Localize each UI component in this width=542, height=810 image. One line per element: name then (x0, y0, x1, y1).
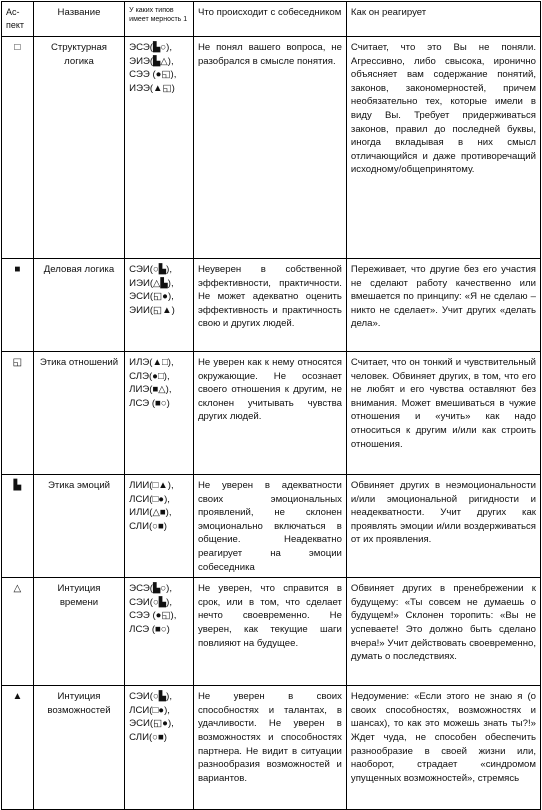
reaction: Недоумение: «Если этого не знаю я (о своих способностях, возможностях и шансах), то как это можешь знать ты?!» Ждет чуда, не способен обеспечить разнообразие в своей жизни или, наоборот, страдает «синдромом упущенных возможностей», стремясь (346, 686, 540, 810)
what-happens: Не уверен, что справится в срок, или в том, что сделает нечто своевременно. Не уверен, как текущие шаги повлияют на будущее. (193, 578, 346, 686)
type-entry: СЭЭ (●◱), (129, 610, 177, 622)
aspect-name: Структурная логика (33, 37, 124, 259)
aspect-name: Интуиция возможностей (33, 686, 124, 810)
type-entry: СЛЭ(●□), (129, 370, 170, 382)
type-entry: ЛИИ(□▲), (129, 480, 174, 491)
type-entry: ИЭИ(△▙), (129, 277, 174, 289)
type-entry: СЛИ(○■) (129, 731, 167, 743)
aspect-symbol-icon: △ (2, 578, 34, 686)
aspect-symbol-icon: ◱ (2, 352, 34, 475)
reaction: Переживает, что другие без его участия не сделают работу качественно или вмешается по принципу: «Я не сделаю – никто не сделает». Учит других «делать дела». (346, 259, 540, 352)
types-cell (125, 686, 194, 810)
aspect-name: Деловая логика (33, 259, 124, 352)
aspect-name: Этика отношений (33, 352, 124, 475)
type-entry: СЭИ(○▙), (129, 691, 173, 703)
type-entry: ЭСИ(◱●), (129, 291, 174, 303)
type-entry: ИЛИ(△■), (129, 507, 172, 519)
what-happens: Не уверен в адекватности своих эмоциональных проявлений, не склонен эмоционально включаться в общение. Неадекватно реагирует на эмоции собеседника (193, 475, 346, 578)
reaction: Считает, что он тонкий и чувствительный человек. Обвиняет других, в том, что его не любят и его чувства оставляют без внимания. Может вмешиваться в чужие отношения и «учить» как надо относиться к другим и/или как строить отношения. (346, 352, 540, 475)
types-cell (125, 578, 194, 686)
type-entry: ЛСИ(□●), (129, 704, 170, 716)
aspect-name: Этика эмоций (33, 475, 124, 578)
table-row (2, 578, 541, 686)
what-happens: Неуверен в собственной эффективности, практичности. Не может адекватно оценить эффективность и практичность свою и других людей. (193, 259, 346, 352)
header-aspect: Ас-пект (2, 2, 34, 37)
types-cell (125, 475, 194, 578)
header-reaction: Как он реагирует (346, 2, 540, 37)
type-entry: ЭИЭ(▙△), (129, 55, 174, 67)
table-row (2, 475, 541, 578)
table-row (2, 259, 541, 352)
types-cell (125, 352, 194, 475)
table-row (2, 352, 541, 475)
type-entry: СЭИ(○▙), (129, 264, 173, 275)
aspect-name: Интуиция времени (33, 578, 124, 686)
type-entry: СЭЭ (●◱), (129, 69, 177, 81)
type-entry: ЛИЭ(■△), (129, 384, 172, 396)
aspect-symbol-icon: □ (2, 37, 34, 259)
header-types: У каких типов имеет мерность 1 (125, 2, 194, 37)
what-happens: Не понял вашего вопроса, не разобрался в смысле понятия. (193, 37, 346, 259)
type-entry: СЛИ(○■) (129, 520, 167, 532)
type-entry: ЭСЭ(▙○), (129, 42, 173, 53)
types-cell (125, 37, 194, 259)
header-name: Название (33, 2, 124, 37)
table-row (2, 686, 541, 810)
table-row (2, 37, 541, 259)
type-entry: ИЛЭ(▲□), (129, 357, 174, 368)
reaction: Обвиняет других в пренебрежении к будущему: «Ты совсем не думаешь о будущем!» Склонен торопить: «Вы не успеваете! Это должно быть сделано вчера!» Учит действовать своевременно, думать о последствиях. (346, 578, 540, 686)
type-entry: ЛСИ(□●), (129, 493, 170, 505)
types-cell (125, 259, 194, 352)
socionics-aspects-table (1, 1, 541, 810)
type-entry: ИЭЭ(▲◱) (129, 82, 175, 94)
type-entry: СЭИ(○▙), (129, 596, 173, 608)
what-happens: Не уверен как к нему относятся окружающие. Не осознает своего отношения к другим, не склонен учитывать чувства других людей. (193, 352, 346, 475)
aspect-symbol-icon: ▲ (2, 686, 34, 810)
type-entry: ЭСИ(◱●), (129, 718, 174, 730)
reaction: Обвиняет других в неэмоциональности и/или эмоциональной ригидности и неадекватности. Учит других как проявлять эмоции и/или воздерживаться от их проявления. (346, 475, 540, 578)
type-entry: ЛСЭ (■○) (129, 397, 170, 409)
reaction: Считает, что это Вы не поняли. Агрессивно, либо свысока, иронично объясняет вам содержание понятий, законов, закономерностей, причем необязательно тех, которые имели в виду Вы. Требует придерживаться законов, правил до последней буквы, иногда вкладывая в них смысл отличающийся и даже противоречащий исходному/общепринятому. (346, 37, 540, 259)
header-what: Что происходит с собеседником (193, 2, 346, 37)
type-entry: ЛСЭ (■○) (129, 623, 170, 635)
type-entry: ЭИИ(◱▲) (129, 304, 175, 316)
aspect-symbol-icon: ■ (2, 259, 34, 352)
type-entry: ЭСЭ(▙○), (129, 583, 173, 595)
aspect-symbol-icon: ▙ (2, 475, 34, 578)
header-row (2, 2, 541, 37)
what-happens: Не уверен в своих способностях и талантах, в удачливости. Не уверен в возможностях и способностях партнера. Не видит в ситуации разнообразия возможностей и вариантов. (193, 686, 346, 810)
